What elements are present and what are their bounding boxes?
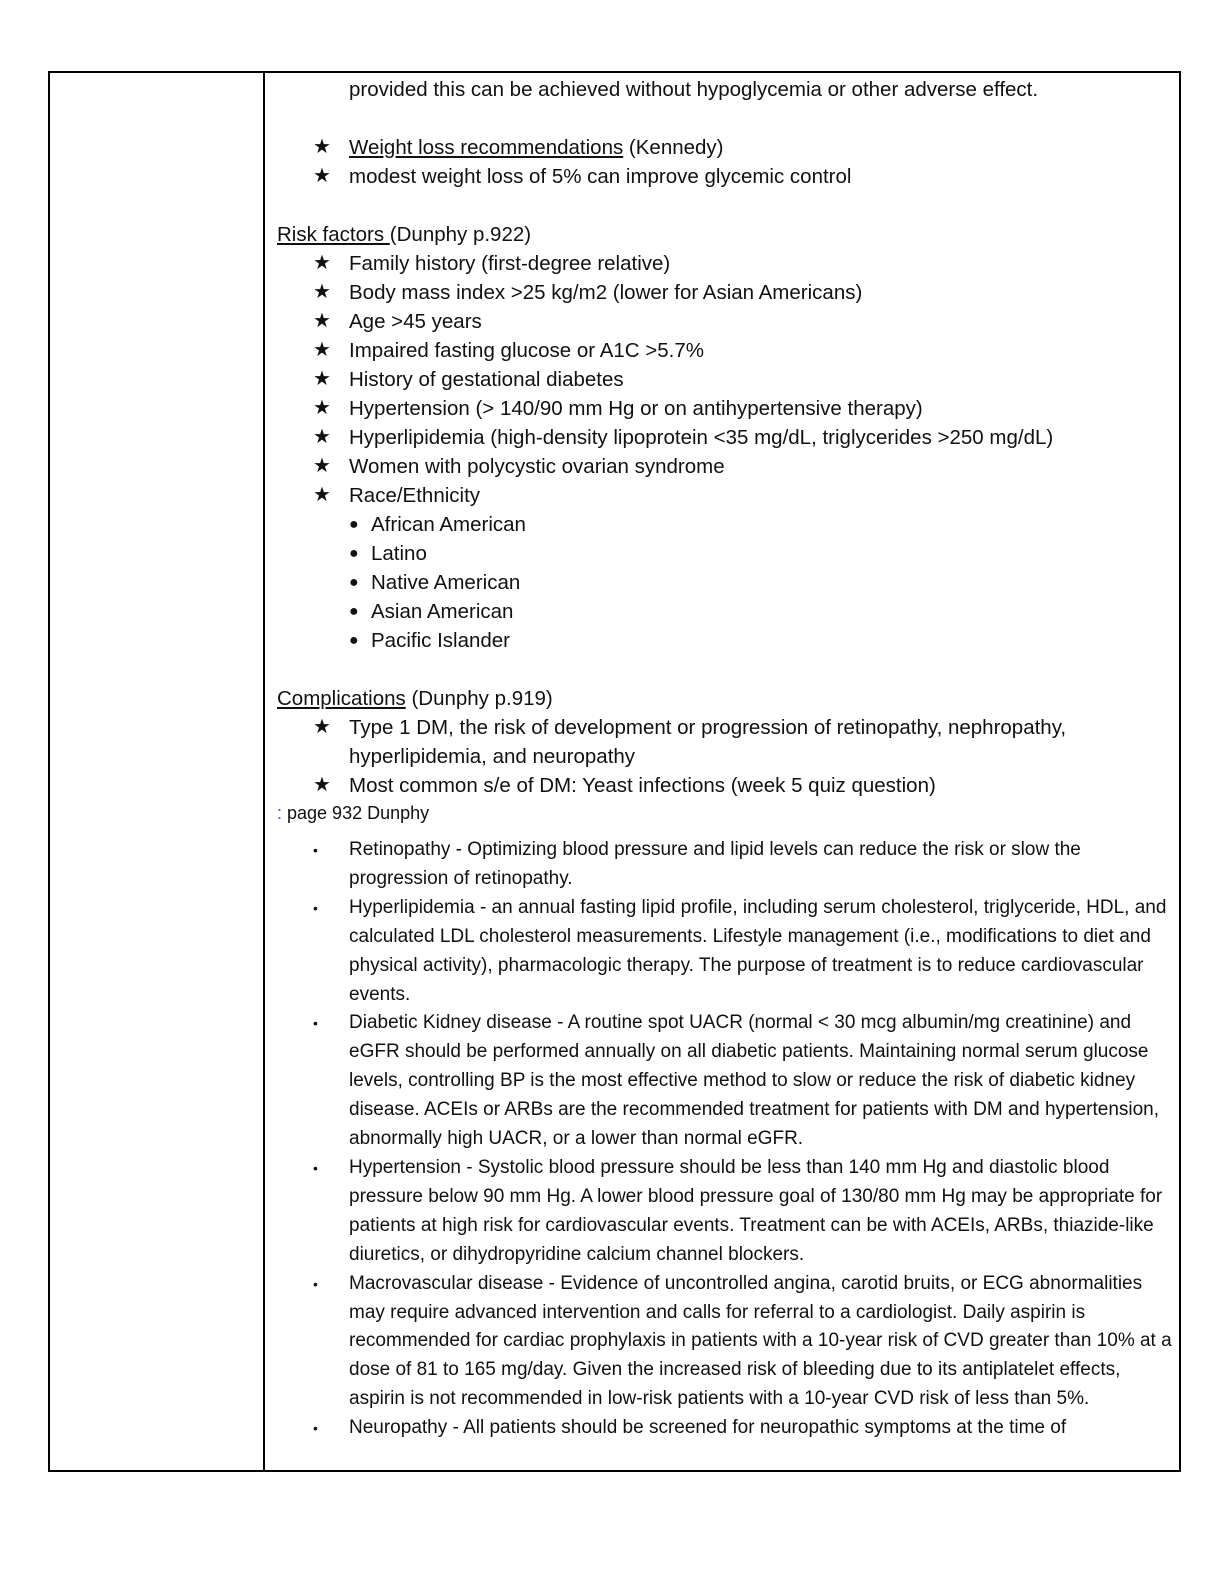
complication-details (277, 836, 1172, 1443)
star-icon: ★ (313, 136, 331, 158)
sub-list-item: ● Asian American (277, 597, 1172, 626)
bullet-icon: • (313, 1015, 318, 1032)
list-item: ★ Impaired fasting glucose or A1C >5.7% (277, 336, 1172, 365)
table-left-cell (50, 73, 265, 1470)
bullet-icon: • (313, 899, 318, 916)
star-icon: ★ (313, 426, 331, 448)
list-item: ★ Hypertension (> 140/90 mm Hg or on antihypertensive therapy) (277, 394, 1172, 423)
bullet-icon: • (313, 1275, 318, 1292)
star-icon: ★ (313, 368, 331, 390)
star-icon: ★ (313, 281, 331, 303)
star-icon: ★ (313, 165, 331, 187)
bullet-icon: • (313, 1420, 318, 1437)
page-reference: : page 932 Dunphy (277, 803, 430, 823)
list-item: ★ Most common s/e of DM: Yeast infections (week 5 quiz question) (277, 771, 1172, 800)
bullet-icon: ● (349, 574, 359, 591)
sub-list-item: ● Latino (277, 539, 1172, 568)
list-item: • Retinopathy - Optimizing blood pressure and lipid levels can reduce the risk or slow the progression of retinopathy. (277, 836, 1172, 894)
bullet-icon: ● (349, 632, 359, 649)
list-item: ★ Body mass index >25 kg/m2 (lower for Asian Americans) (277, 278, 1172, 307)
cell-content (277, 75, 1172, 1443)
list-item: ★ Weight loss recommendations (Kennedy) (277, 133, 1172, 162)
list-item: ★ History of gestational diabetes (277, 365, 1172, 394)
star-icon: ★ (313, 774, 331, 796)
list-item: ★ Hyperlipidemia (high-density lipoprotein <35 mg/dL, triglycerides >250 mg/dL) (277, 423, 1172, 452)
star-icon: ★ (313, 252, 331, 274)
list-item: ★ Age >45 years (277, 307, 1172, 336)
table-right-cell (265, 73, 1179, 1470)
bullet-icon: • (313, 1159, 318, 1176)
sub-list-item: ● African American (277, 510, 1172, 539)
star-icon: ★ (313, 484, 331, 506)
star-icon: ★ (313, 716, 331, 738)
bullet-icon: • (313, 842, 318, 858)
continued-text: provided this can be achieved without hypoglycemia or other adverse effect. (349, 78, 1039, 101)
complications-heading: Complications (Dunphy p.919) (277, 687, 553, 710)
star-icon: ★ (313, 310, 331, 332)
star-icon: ★ (313, 397, 331, 419)
risk-factors-heading: Risk factors (Dunphy p.922) (277, 223, 532, 246)
list-item: ★ Family history (first-degree relative) (277, 249, 1172, 278)
list-item: ★ Women with polycystic ovarian syndrome (277, 452, 1172, 481)
list-item: ★ modest weight loss of 5% can improve glycemic control (277, 162, 1172, 191)
list-item: • Diabetic Kidney disease - A routine spot UACR (normal < 30 mcg albumin/mg creatinine) and eGFR should be performed annually on all diabetic patients. Maintaining normal serum glucose levels, controlling BP is the most effective method to slow or reduce the risk of diabetic kidney disease. ACEIs or ARBs are the recommended treatment for patients with DM and hypertension, abnormally high UACR, or a lower than normal eGFR. (277, 1009, 1172, 1154)
sub-list-item: ● Pacific Islander (277, 626, 1172, 655)
bullet-icon: ● (349, 516, 359, 533)
weight-loss-link: Weight loss recommendations (349, 136, 624, 159)
bullet-icon: ● (349, 603, 359, 620)
notes-table (48, 71, 1181, 1472)
list-item: • Macrovascular disease - Evidence of uncontrolled angina, carotid bruits, or ECG abnormalities may require advanced intervention and calls for referral to a cardiologist. Daily aspirin is recommended for cardiac prophylaxis in patients with a 10-year risk of CVD greater than 10% at a dose of 81 to 165 mg/day. Given the increased risk of bleeding due to its antiplatelet effects, aspirin is not recommended in low-risk patients with a 10-year CVD risk of less than 5%. (277, 1270, 1172, 1415)
list-item: ★ Type 1 DM, the risk of development or progression of retinopathy, nephropathy, hyperlipidemia, and neuropathy (277, 713, 1172, 771)
star-icon: ★ (313, 339, 331, 361)
star-icon: ★ (313, 455, 331, 477)
list-item: ★ Race/Ethnicity (277, 481, 1172, 510)
sub-list-item: ● Native American (277, 568, 1172, 597)
list-item: • Neuropathy - All patients should be screened for neuropathic symptoms at the time of (277, 1414, 1172, 1443)
list-item: • Hypertension - Systolic blood pressure should be less than 140 mm Hg and diastolic blood pressure below 90 mm Hg. A lower blood pressure goal of 130/80 mm Hg may be appropriate for patients at high risk for cardiovascular events. Treatment can be with ACEIs, ARBs, thiazide-like diuretics, or dihydropyridine calcium channel blockers. (277, 1154, 1172, 1270)
bullet-icon: ● (349, 545, 359, 562)
list-item: • Hyperlipidemia - an annual fasting lipid profile, including serum cholesterol, triglyceride, HDL, and calculated LDL cholesterol measurements. Lifestyle management (i.e., modifications to diet and physical activity), pharmacologic therapy. The purpose of treatment is to reduce cardiovascular events. (277, 894, 1172, 1010)
